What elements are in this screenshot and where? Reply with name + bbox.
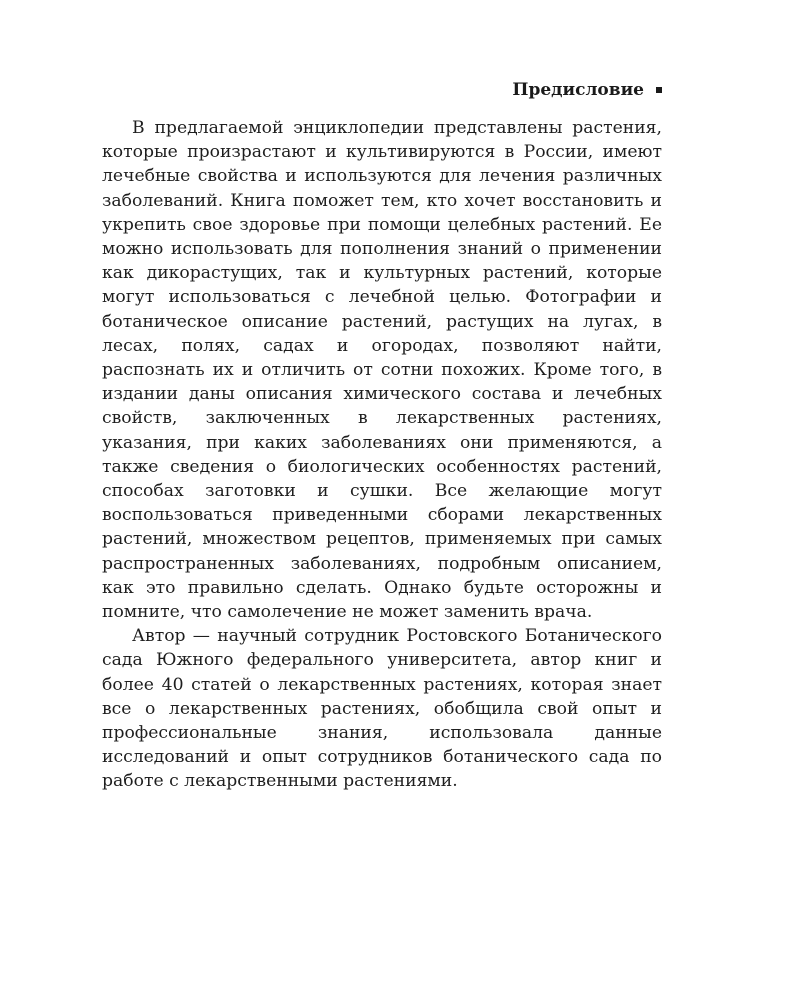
paragraph-intro: В предлагаемой энциклопедии представлены растения, которые произрастают и культивируются в России, имеют лечебные свойства и используются для лечения различных заболеваний. Книга поможет тем, кто хочет восстановить и укрепить свое здоровье при помощи целебных растений. Ее можно использовать для пополнения знаний о применении как дикорастущих, так и культурных растений, которые могут использоваться с лечебной целью. Фотографии и ботаническое описание растений, растущих на лугах, в лесах, полях, садах и огородах, позволяют найти, распознать их и отличить от сотни похожих. Кроме того, в издании даны описания химического состава и лечебных свойств, заключенных в лекарственных растениях, указания, при каких заболеваниях они применяются, а также сведения о биологических особенностях растений, способах заготовки и сушки. Все желающие могут воспользоваться приведенными сборами лекарственных растений, множеством рецептов, применяемых при самых распространенных заболеваниях, подробным описанием, как это правильно сделать. Однако будьте осторожны и помните, что самолечение не может заменить врача. — [102, 118, 662, 623]
running-header — [102, 78, 662, 102]
preface-text — [102, 116, 662, 794]
header-square-marker — [656, 87, 662, 93]
paragraph-author: Автор — научный сотрудник Ростовского Ботанического сада Южного федерального университета, автор книг и более 40 статей о лекарственных растениях, которая знает все о лекарственных растениях, обобщила свой опыт и профессиональные знания, использовала данные исследований и опыт сотрудников ботанического сада по работе с лекарственными растениями. — [102, 626, 662, 792]
section-title: Предисловие — [512, 80, 644, 100]
